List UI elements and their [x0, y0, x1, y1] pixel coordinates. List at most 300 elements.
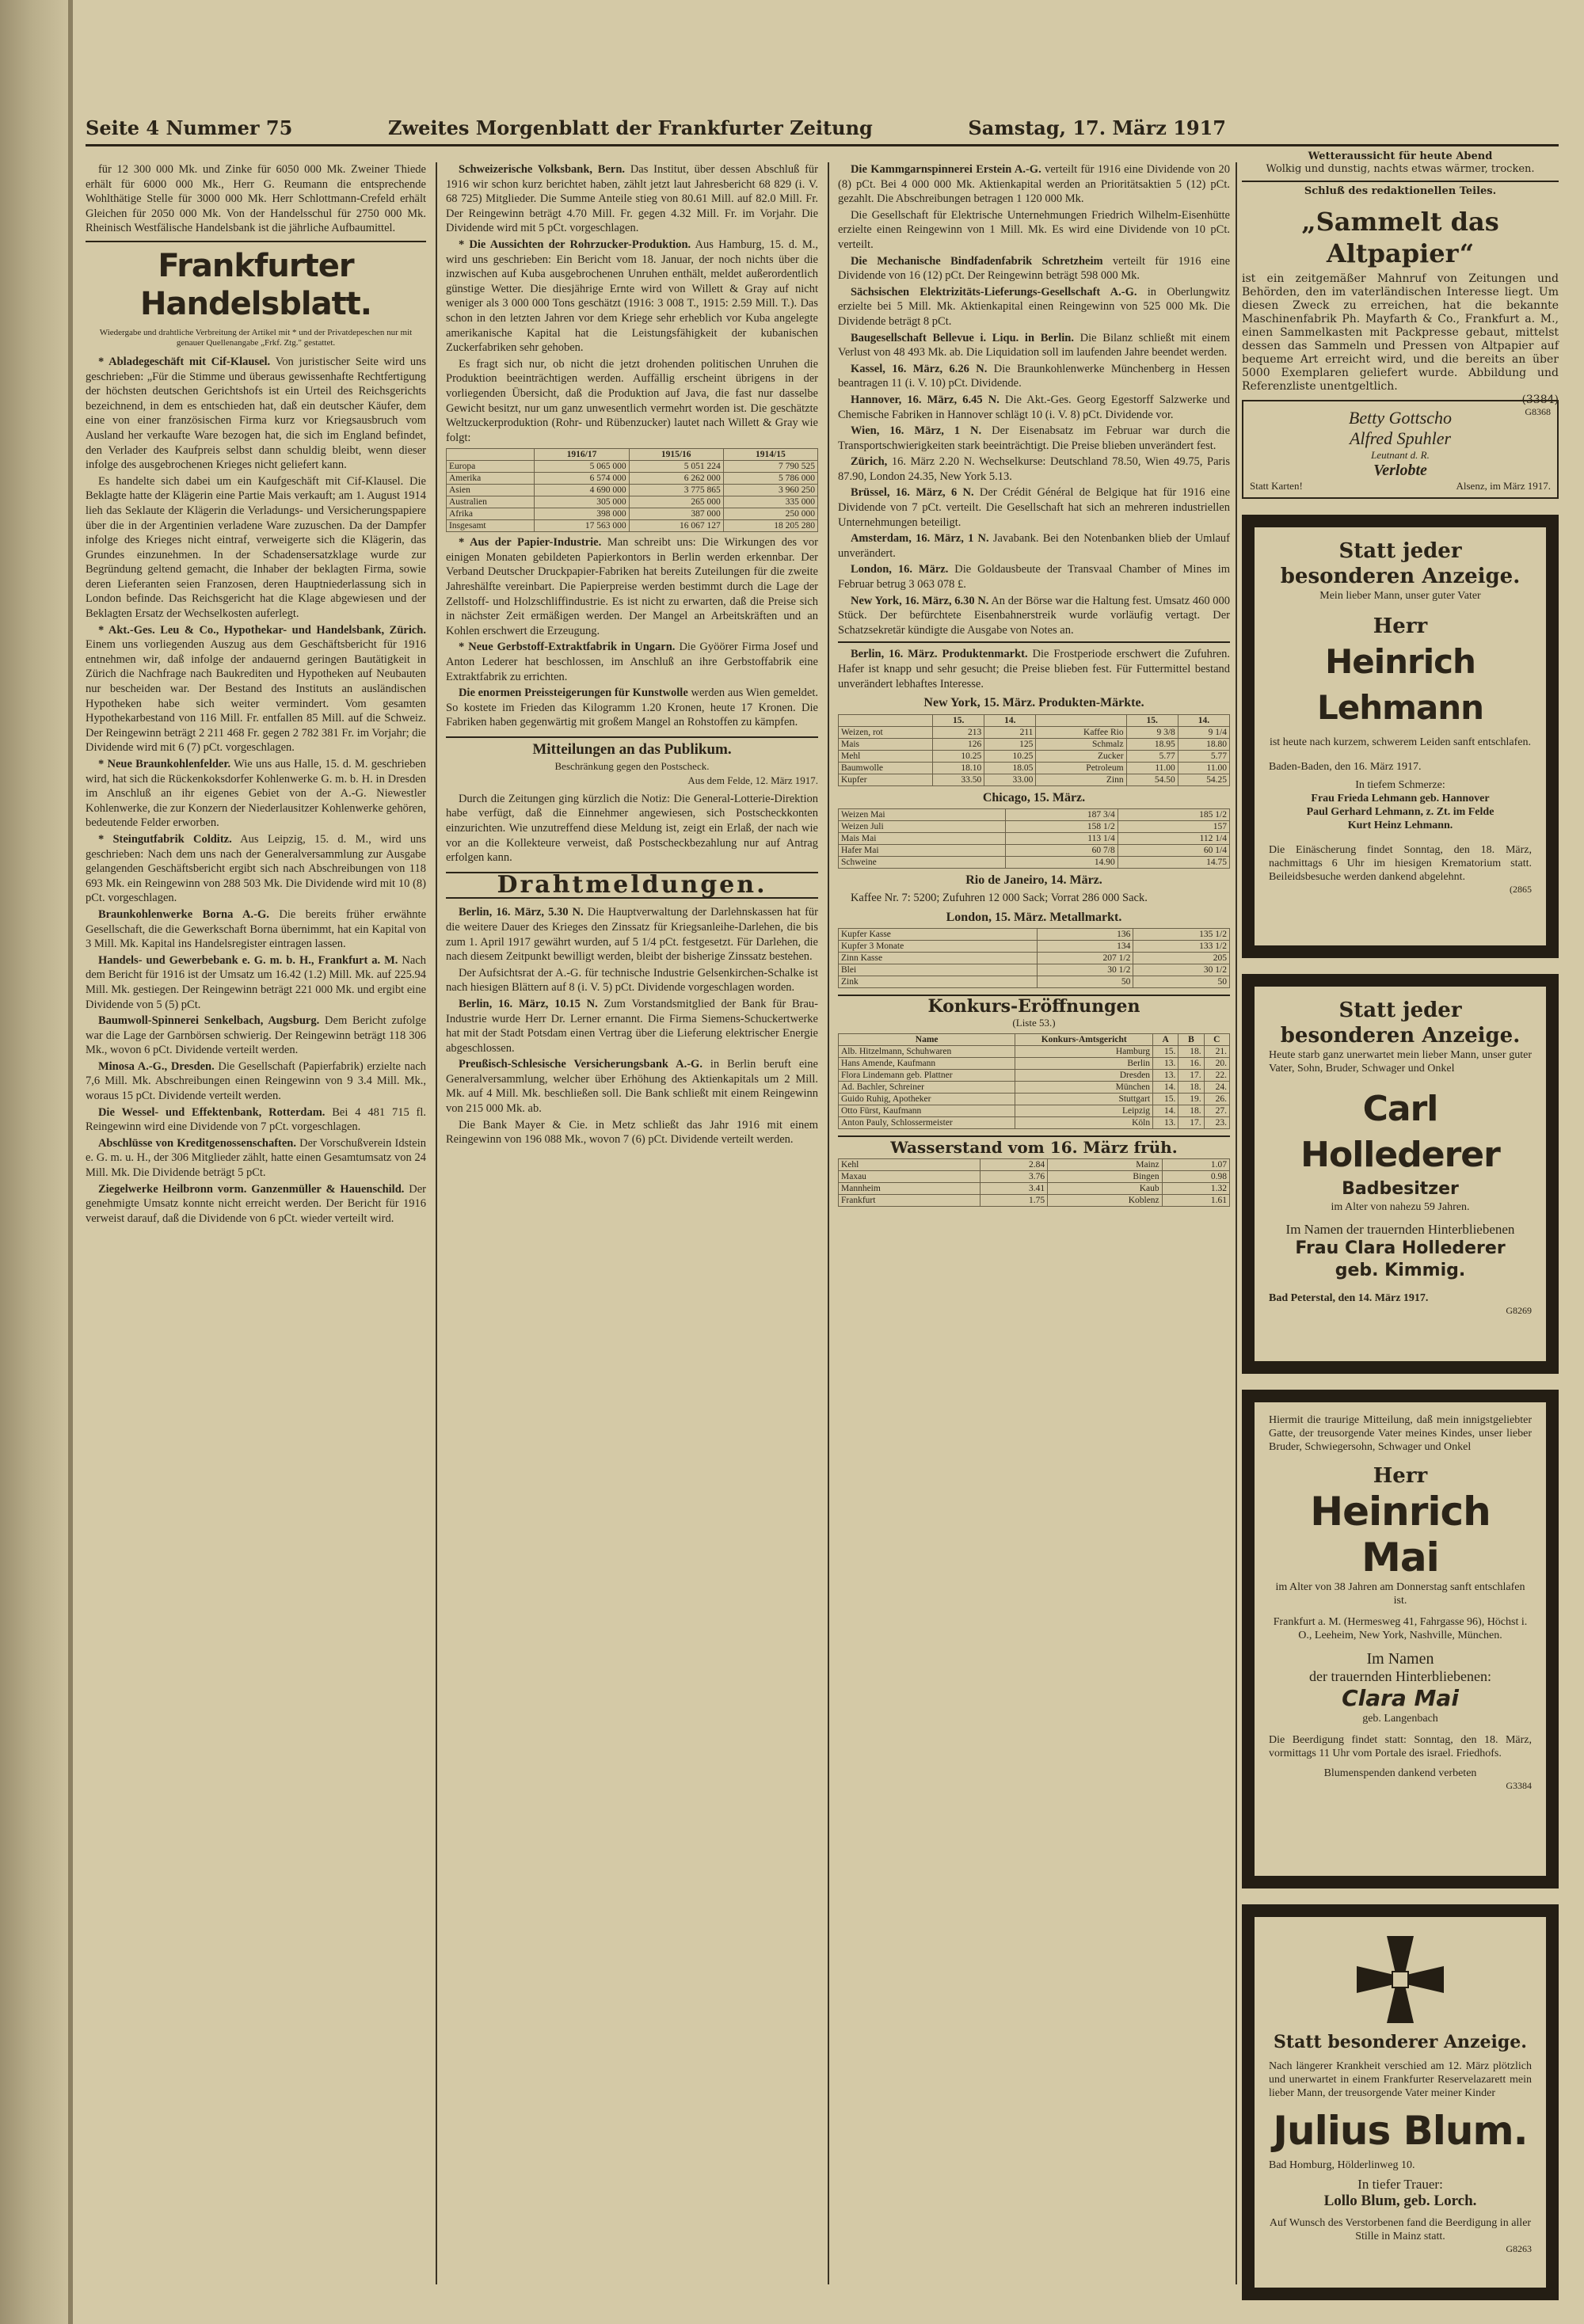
ny-market-table — [838, 714, 1230, 786]
article-text: werden aus Wien gemeldet. So kostete im Frieden das Kilogramm 1.20 Kronen, heute 17 Kronen. Die Fabriken haben gegenwärtig mit großem Mangel an Rohstoffen zu kämpfen. — [446, 687, 818, 729]
table-cell: 213 — [933, 726, 984, 738]
table-cell: 16. — [1178, 1058, 1204, 1070]
table-cell: 18. — [1178, 1082, 1204, 1094]
bankruptcy-heading: Konkurs-Eröffnungen — [838, 995, 1230, 1014]
table-cell: 19. — [1178, 1094, 1204, 1105]
table-cell: Amerika — [447, 473, 535, 485]
weather-notice — [1242, 150, 1559, 198]
table-cell: Zinn — [1036, 774, 1126, 785]
column-rule — [828, 162, 829, 2284]
article-text: 16. März 2.20 N. Wechselkurse: Deutschland 78.50, Wien 49.75, Paris 87.90, London 24.35, New York 5.13. — [838, 455, 1230, 483]
table-cell: 54.50 — [1126, 774, 1178, 785]
table-cell: Blei — [839, 964, 1038, 976]
bankruptcy-table — [838, 1033, 1230, 1129]
table-cell: 1.32 — [1162, 1182, 1229, 1194]
table-cell: Zinn Kasse — [839, 953, 1038, 964]
table-cell: Frankfurt — [839, 1194, 980, 1206]
table-cell: 24. — [1204, 1082, 1229, 1094]
table-cell: 23. — [1204, 1117, 1229, 1129]
telegram-text: Zum Vorstandsmitglied der Bank für Brau-Industrie wurde Herr Dr. Lerner ernannt. Die Firma Siemens-Schuckertwerke hat mit der Stadt Potsdam einen Vertrag über die Lieferung elektrischer Energie abgeschlossen. — [446, 997, 818, 1055]
article-text: Die Gyöörer Firma Josef und Anton Lederer hat beschlossen, im Anschluß an ihre Gerbstoffabrik eine Extraktfabrik zu errichten. — [446, 641, 818, 683]
article-title: Baumwoll-Spinnerei Senkelbach, Augsburg. — [97, 1014, 320, 1028]
article-text: Aus Hamburg, 15. d. M., wird uns geschrieben: Ein Bericht vom 18. Januar, der noch nichts über die inzwischen auf Kuba ausgebrochenen Unruhen enthält, meldet außerordentlich günstige Wetter. Die diesjährige Ernte wird von Willett & Gray auf nicht weniger als 3 000 000 Tons geschätzt (1916: 3 008 T., 1915: 2.59 Mill. T.). Das schon in den letzten Jahren vor dem Kriege sehr erheblich vor Kuba angelegte amerikanische Kapital hat die Leistungsfähigkeit der kubanischen Zuckerfabriken sehr gehoben. — [446, 238, 818, 355]
telegram-text: Die Hauptverwaltung der Darlehnskassen hat für die weitere Dauer des Krieges den Zinssatz für Kriegsanleihe-Darlehen, die bis zum 1. April 1917 gewährt wurden, auf 5 1/4 pCt. festgesetzt. Für Darlehen, die nach diesem Zeitpunkt bewilligt werden, bleibt der bisherige Zinssatz bestehen. — [446, 906, 818, 964]
table-cell: Mais — [839, 738, 933, 750]
table-cell: Zink — [839, 976, 1038, 988]
article-title: Die enormen Preissteigerungen für Kunstwolle — [458, 687, 688, 700]
table-cell: 5.77 — [1126, 750, 1178, 762]
chicago-market-table — [838, 808, 1230, 869]
weather-text: Wolkig und dunstig, nachts etwas wärmer, trocken. — [1266, 163, 1535, 175]
deceased-name: Julius Blum. — [1273, 2108, 1528, 2154]
table-row — [447, 473, 818, 485]
article-text: Die Gesellschaft (Papierfabrik) erzielte nach 7,6 Mill. Mk. Abschreibungen einen Reingewinn von 9 3.4 Mill. Mk., woraus 15 pCt. Dividende verteilt werden. — [86, 1059, 426, 1103]
obituary-place: Bad Peterstal, den 14. März 1917. — [1269, 1292, 1429, 1304]
table-cell: 17. — [1178, 1117, 1204, 1129]
table-row — [839, 821, 1230, 833]
article-title: Schweizerische Volksbank, Bern. — [458, 163, 626, 176]
table-header-cell: 1916/17 — [535, 449, 629, 461]
table-row — [839, 1094, 1230, 1105]
article-title: Die Mechanische Bindfadenfabrik Schretzheim — [850, 254, 1103, 268]
article-text: Aus Leipzig, 15. d. M., wird uns geschrieben: Nach dem uns nach der Generalversammlung zur Ausgabe gelangenden Geschäftsbericht ergibt sich nach Abschreibungen von 118 693 Mk. ein Reingewinn von 288 503 Mk. Die Dividende wird mit 10 (8) pCt. vorgeschlagen. — [86, 832, 426, 905]
notices-heading: Mitteilungen an das Publikum. — [446, 736, 818, 758]
market-text: Die Frostperiode erschwert die Zufuhren. Hafer ist knapp und sehr gesucht; die Preise blieben fest. Für Futtermittel bestand unverändert lebhaftes Interesse. — [838, 648, 1230, 690]
deceased-name: Heinrich Mai — [1310, 1489, 1491, 1580]
table-cell: 5.77 — [1178, 750, 1229, 762]
table-cell: 17. — [1178, 1070, 1204, 1082]
article-title: Wien, 16. März, 1 N. — [850, 424, 982, 438]
obituary-heading: Statt besonderer Anzeige. — [1274, 2032, 1527, 2052]
obituary-note: Auf Wunsch des Verstorbenen fand die Beerdigung in aller Stille in Mainz statt. — [1269, 2217, 1532, 2242]
table-cell: Mehl — [839, 750, 933, 762]
article-title: London, 16. März. — [850, 563, 949, 576]
table-cell: Flora Lindemann geb. Plattner — [839, 1070, 1015, 1082]
table-cell: Mannheim — [839, 1182, 980, 1194]
table-header-cell — [1036, 714, 1126, 726]
table-cell: 387 000 — [629, 508, 723, 520]
article-text: verteilt für 1916 eine Dividende von 20 (8) pCt. Bei 4 000 000 Mk. Aktienkapital werden an Prioritätsaktien 5 (12) pCt. gezahlt. Die Abschreibungen betragen 1 120 000 Mk. — [838, 163, 1230, 206]
engaged-name-1: Betty Gottscho — [1348, 408, 1453, 428]
table-cell: 265 000 — [629, 496, 723, 508]
table-row — [839, 774, 1230, 785]
table-body — [839, 809, 1230, 869]
table-cell: 18.10 — [933, 762, 984, 774]
telegram-text: Die Bank Mayer & Cie. in Metz schließt das Jahr 1916 mit einem Reingewinn von 196 088 Mk., wovon 7 (6) pCt. Dividende verteilt werden. — [446, 1118, 818, 1147]
article-text: Die Goldausbeute der Transvaal Chamber of Mines im Februar betrug 3 063 078 £. — [838, 563, 1230, 591]
table-cell: Schweine — [839, 857, 1006, 869]
article-text: Dem Bericht zufolge war die Lage der Garnbörsen schwierig. Der Reingewinn beträgt 118 306 Mk., wovon 6 pCt. Dividende verteilt werden. — [86, 1014, 426, 1057]
header-page-number: Seite 4 Nummer 75 — [86, 116, 293, 139]
intro-text: für 12 300 000 Mk. und Zinke für 6050 000 Mk. Zweiner Thiede erhält für 6000 000 Mk., Herr G. Reumann die entsprechende Wohlthätige Stelle für 3000 000 Mk. Herr Schlottmann-Crefeld erhält Gleichen für 2050 000 Mk. Von der Handelsschul für 2750 000 Mk. Rheinisch Westfälische Handelsbank ist die jährliche Aufbaumittel. — [86, 163, 426, 235]
telegram-text: in Berlin beruft eine Generalversammlung, welcher über Erhöhung des Aktienkapitals um 2 Mill. Mk. auf 4 Mill. Mk. beschließen soll. Die Bank schließt mit einem Reingewinn von 215 000 Mk. ab. — [446, 1058, 818, 1116]
article-text: Die Bilanz schließt mit einem Verlust von 48 493 Mk. ab. Die Liquidation soll im laufenden Jahre beendet werden. — [838, 331, 1230, 359]
table-header-cell: A — [1153, 1034, 1178, 1046]
table-cell: Anton Pauly, Schlossermeister — [839, 1117, 1015, 1129]
table-cell: 18 205 280 — [723, 520, 817, 532]
table-cell: Berlin — [1015, 1058, 1153, 1070]
article-text: Einem uns vorliegenden Auszug aus dem Geschäftsbericht für 1916 entnehmen wir, daß infolge der andauernd geringen Bautätigkeit in Zürich die Nachfrage nach Baukrediten und Hypotheken auf Neubauten nur bescheiden war. Der Bestand des Instituts an ausländischen Hypotheken habe sich weiter vermindert. Vom gesamten Hypothekarbestand von 116 Mill. Fr. entfallen 85 Mill. auf die Schweiz. Der Reingewinn beträgt 2 211 468 Fr. gegen 2 782 381 Fr. im Vorjahr; die Dividende wird mit 6 (7) pCt. vorgeschlagen. — [86, 638, 426, 755]
page-header — [86, 115, 1559, 146]
table-cell: 60 1/4 — [1118, 845, 1229, 857]
table-row — [447, 496, 818, 508]
table-cell: Kehl — [839, 1158, 980, 1170]
table-cell: Schmalz — [1036, 738, 1126, 750]
table-cell: 14.75 — [1118, 857, 1229, 869]
section-subheading: Wiedergabe und drahtliche Verbreitung der Artikel mit * und der Privatdepeschen nur mit genauer Quellenangabe „Frkf. Ztg." gestattet. — [99, 327, 413, 348]
bankruptcy-subheading: (Liste 53.) — [1012, 1016, 1056, 1029]
obituary-grief: In tiefem Schmerze: — [1355, 779, 1445, 791]
column-rule — [1236, 162, 1237, 2284]
notices-dateline: Aus dem Felde, 12. März 1917. — [687, 774, 818, 787]
table-row — [839, 1182, 1230, 1194]
mourner-name: Lollo Blum, geb. Lorch. — [1323, 2193, 1477, 2209]
article-title: Baugesellschaft Bellevue i. Liqu. in Berlin. — [850, 331, 1074, 344]
column-1 — [86, 162, 426, 2284]
table-cell: 207 1/2 — [1037, 953, 1133, 964]
telegram-text: Der Aufsichtsrat der A.-G. für technische Industrie Gelsenkirchen-Schalke ist nach hiesigen Blättern auf 8 (i. V. 5) pCt. Dividende vorgeschlagen worden. — [446, 966, 818, 995]
table-cell: 125 — [984, 738, 1036, 750]
article-text: in Oberlungwitz erzielte bei 5 Mill. Mk. Aktienkapital einen Reingewinn von 525 000 Mk. Die Dividende beträgt 8 pCt. — [838, 285, 1230, 328]
deceased-name: Heinrich Lehmann — [1316, 642, 1484, 727]
table-row — [839, 809, 1230, 821]
article-text: Der genehmigte Umsatz konnte nicht erreicht werden. Der Bericht für 1916 verweist darauf, daß die Dividende von 6 pCt. wieder verteilt wird. — [86, 1182, 426, 1225]
table-header-row — [447, 449, 818, 461]
table-cell: 54.25 — [1178, 774, 1229, 785]
table-cell: 6 262 000 — [629, 473, 723, 485]
market-title: Berlin, 16. März. Produktenmarkt. — [850, 648, 1028, 661]
table-cell: Maxau — [839, 1170, 980, 1182]
table-cell: 33.50 — [933, 774, 984, 785]
table-header-cell — [839, 714, 933, 726]
table-header-cell: B — [1178, 1034, 1204, 1046]
london-metal-table — [838, 928, 1230, 988]
table-cell: 18.05 — [984, 762, 1036, 774]
table-cell: 5 051 224 — [629, 461, 723, 473]
table-row — [839, 1105, 1230, 1117]
table-cell: 50 — [1037, 976, 1133, 988]
table-header-cell: 1915/16 — [629, 449, 723, 461]
engaged-word: Verlobte — [1373, 462, 1427, 479]
table-cell: 250 000 — [723, 508, 817, 520]
telegram-dateline: Berlin, 16. März, 5.30 N. — [458, 906, 584, 919]
table-cell: Petroleum — [1036, 762, 1126, 774]
obituary-place: Bad Homburg, Hölderlinweg 10. — [1269, 2159, 1415, 2171]
table-cell: 20. — [1204, 1058, 1229, 1070]
table-cell: 18. — [1178, 1105, 1204, 1117]
table-cell: 3 775 865 — [629, 485, 723, 496]
table-row — [839, 833, 1230, 845]
table-cell: Koblenz — [1048, 1194, 1163, 1206]
table-row — [839, 1117, 1230, 1129]
table-cell: 135 1/2 — [1133, 929, 1230, 941]
article-text: Der Vorschußverein Idstein e. G. m. u. H., der 306 Mitglieder zählt, hatte einen Gesamtumsatz von 24 Mill. Mk. Die Dividende beträgt 5 pCt. — [86, 1136, 426, 1180]
article-text: Von juristischer Seite wird uns geschrieben: „Für die Stimme und überaus gewissenhafte Rechtfertigung der höchsten deutschen Gerichtshofs ist ein Urteil des Reichsgerichts bezeichnend, in dem es entschieden hat, daß ein deutscher Käufer, dem eine von einer französischen Firma kurz vor Kriegsausbruch vom Ausland her verkaufte Ware bezogen hat, die sich im England befindet, den Verlader des Kaufpreis selbst dann schuldig bleibt, wenn dieser infolge des ausgebrochenen Krieges nicht geliefert kann. — [86, 355, 426, 472]
table-cell: 134 — [1037, 941, 1133, 953]
table-cell: Hafer Mai — [839, 845, 1006, 857]
table-cell: Mais Mai — [839, 833, 1006, 845]
article-text: Bei 4 481 715 fl. Reingewinn wird eine Dividende von 7 pCt. vorgeschlagen. — [86, 1105, 426, 1134]
ad-code: G3384 — [1506, 1780, 1532, 1791]
table-cell: 15. — [1153, 1046, 1178, 1058]
obituary-place: Baden-Baden, den 16. März 1917. — [1269, 761, 1422, 773]
table-row — [839, 726, 1230, 738]
table-cell: Afrika — [447, 508, 535, 520]
mourner-born: geb. Kimmig. — [1335, 1261, 1466, 1280]
table-header-cell — [447, 449, 535, 461]
table-cell: 3 960 250 — [723, 485, 817, 496]
engaged-name-2: Alfred Spuhler — [1349, 428, 1452, 448]
table-cell: 211 — [984, 726, 1036, 738]
table-cell: 205 — [1133, 953, 1230, 964]
obituary-flowers: Blumenspenden dankend verbeten — [1323, 1767, 1477, 1779]
table-cell: 17 563 000 — [535, 520, 629, 532]
table-row — [447, 508, 818, 520]
engagement-right-note: Alsenz, im März 1917. — [1456, 480, 1551, 492]
table-cell: 18.80 — [1178, 738, 1229, 750]
editorial-end-note: Schluß des redaktionellen Teiles. — [1242, 181, 1559, 198]
table-cell: 0.98 — [1162, 1170, 1229, 1182]
article-title: * Akt.-Ges. Leu & Co., Hypothekar- und Handelsbank, Zürich. — [97, 623, 426, 637]
article-title: Amsterdam, 16. März, 1 N. — [850, 532, 989, 546]
mourner-name: Frau Frieda Lehmann geb. Hannover — [1311, 793, 1490, 804]
table-cell: 1.61 — [1162, 1194, 1229, 1206]
table-cell: 13. — [1153, 1058, 1178, 1070]
table-header-cell: 14. — [1178, 714, 1229, 726]
article-text: Die Akt.-Ges. Georg Egestorff Salzwerke und Chemische Fabriken in Hannover schlägt 10 (i. V. 8) pCt. Dividende vor. — [838, 393, 1230, 421]
table-cell: Guido Ruhig, Apotheker — [839, 1094, 1015, 1105]
altpapier-text: ist ein zeitgemäßer Mahnruf von Zeitungen und Behörden, den im vaterländischen Interesse liegt. Um diesen Zweck zu erreichen, hat die bekannte Maschinenfabrik Ph. Mayfarth & Co., Frankfurt a. M., einen Sammelkasten mit Packpresse gebaut, mittelst dessen das Sammeln und Pressen von Altpapier auf bequeme Art erreicht wird, und die bereits an über 5000 Exemplaren geliefert wurde. Abbildung und Referenzliste unentgeltlich. — [1242, 272, 1559, 393]
table-cell: 18.95 — [1126, 738, 1178, 750]
obituary-grief: In tiefer Trauer: — [1357, 2177, 1443, 2192]
table-cell: 5 065 000 — [535, 461, 629, 473]
obituary-intro: Nach längerer Krankheit verschied am 12. März plötzlich und unerwartet in einem Frankfurter Reservelazarett mein lieber Mann, der treusorgende Vater meiner Kinder — [1269, 2060, 1532, 2099]
article-title: * Aus der Papier-Industrie. — [458, 536, 602, 550]
engaged-rank: Leutnant d. R. — [1371, 449, 1430, 461]
table-row — [447, 520, 818, 532]
table-row — [839, 941, 1230, 953]
table-cell: Europa — [447, 461, 535, 473]
table-row — [839, 845, 1230, 857]
table-cell: 11.00 — [1126, 762, 1178, 774]
table-cell: Hans Amende, Kaufmann — [839, 1058, 1015, 1070]
article-text: Der Eisenabsatz im Februar war durch die Transportschwierigkeiten stark beeinträchtigt. Die Preise blieben unverändert fest. — [838, 424, 1230, 452]
article-title: Kassel, 16. März, 6.26 N. — [850, 362, 988, 375]
table-cell: 14. — [1153, 1105, 1178, 1117]
market-text: Kaffee Nr. 7: 5200; Zufuhren 12 000 Sack; Vorrat 286 000 Sack. — [850, 891, 1148, 904]
weather-title: Wetteraussicht für heute Abend — [1308, 150, 1493, 162]
article-text: Die Gesellschaft für Elektrische Unternehmungen Friedrich Wilhelm-Eisenhütte erzielte einen Reingewinn von 1 Mill. Mk. Es wird eine Dividende von 10 pCt. verteilt. — [838, 208, 1230, 251]
article-text: Wie uns aus Halle, 15. d. M. geschrieben wird, hat sich die Rückenkoksdorfer Kohlenwerke G. m. b. H. in Dresden im Anschluß an ihr eigenes Gebiet von der A.-G. Niewestler Kohlenwerke, die zur Konzern der Niederlausitzer Kohlenwerke gehören, bedeutende Felder erworben. — [86, 758, 426, 830]
ad-code: G8263 — [1506, 2243, 1532, 2254]
market-heading: Chicago, 15. März. — [982, 790, 1086, 804]
obituary-hollederer — [1242, 974, 1559, 1374]
article-title: Ziegelwerke Heilbronn vorm. Ganzenmüller & Hauenschild. — [97, 1182, 405, 1196]
column-3 — [838, 162, 1230, 2284]
table-cell: 136 — [1037, 929, 1133, 941]
table-cell: 14.90 — [1006, 857, 1118, 869]
obituary-heading: Statt jeder besonderen Anzeige. — [1280, 539, 1521, 588]
obituary-mai — [1242, 1390, 1559, 1888]
mourner-name: Kurt Heinz Lehmann. — [1347, 820, 1453, 831]
table-cell: 18. — [1178, 1046, 1204, 1058]
article-title: Die Wessel- und Effektenbank, Rotterdam. — [97, 1105, 326, 1119]
table-cell: 14. — [1153, 1082, 1178, 1094]
table-row — [839, 953, 1230, 964]
table-row — [839, 738, 1230, 750]
table-row — [839, 929, 1230, 941]
table-cell: Leipzig — [1015, 1105, 1153, 1117]
article-text: An der Börse war die Haltung fest. Umsatz 460 000 Stück. Der befürchtete Eisenbahnerstreik wurde vorläufig vertagt. Der Schatzsekretär kündigte die Ausgabe von Notes an. — [838, 594, 1230, 637]
table-row — [839, 976, 1230, 988]
table-row — [839, 1070, 1230, 1082]
iron-cross-icon — [1357, 1936, 1444, 2023]
ad-code: G8368 — [1525, 406, 1551, 417]
table-row — [839, 1158, 1230, 1170]
table-body — [839, 726, 1230, 785]
altpapier-ad — [1242, 206, 1559, 407]
obituary-grief: Im Namen — [1366, 1650, 1434, 1668]
article-title: Zürich, — [850, 455, 888, 469]
table-cell: 185 1/2 — [1118, 809, 1229, 821]
table-cell: 7 790 525 — [723, 461, 817, 473]
table-cell: 158 1/2 — [1006, 821, 1118, 833]
table-cell: 60 7/8 — [1006, 845, 1118, 857]
table-header-cell: Name — [839, 1034, 1015, 1046]
article-text: Man schreibt uns: Die Wirkungen des vor einigen Monaten gebildeten Papierkontors in Berlin werden erkennbar. Der Verband Deutscher Druckpapier-Fabriken hat bereits Zuteilungen für die zweite Jahreshälfte vereinbart. Die Papierpreise werden bestimmt durch die Lage der Zellstoff- und Holzschliffindustrie. Es ist nicht zu erwarten, daß die Preise sich in nächster Zeit ermäßigen werden. Der Mangel an Arbeitskräften und an Kohlen erschwert die Erzeugung. — [446, 536, 818, 637]
table-cell: 50 — [1133, 976, 1230, 988]
market-heading: Rio de Janeiro, 14. März. — [965, 873, 1102, 888]
section-heading: Frankfurter Handelsblatt. — [140, 247, 371, 322]
table-row — [447, 485, 818, 496]
binding-spine — [0, 0, 71, 2324]
telegrams-heading: Drahtmeldungen. — [446, 872, 818, 900]
table-cell: 30 1/2 — [1133, 964, 1230, 976]
table-body — [447, 461, 818, 532]
engagement-ad — [1242, 400, 1559, 499]
obituary-intro: Heute starb ganz unerwartet mein lieber Mann, unser guter Vater, Sohn, Bruder, Schwager und Onkel — [1269, 1049, 1532, 1075]
table-cell: 15. — [1153, 1094, 1178, 1105]
obituary-note: Die Beerdigung findet statt: Sonntag, den 18. März, vormittags 11 Uhr vom Portale des israel. Friedhofs. — [1269, 1734, 1532, 1759]
obituary-grief: Im Namen der trauernden Hinterbliebenen — [1285, 1222, 1515, 1237]
table-cell: Weizen Juli — [839, 821, 1006, 833]
table-row — [839, 750, 1230, 762]
table-cell: 5 786 000 — [723, 473, 817, 485]
table-row — [839, 762, 1230, 774]
table-cell: 10.25 — [984, 750, 1036, 762]
article-text: verteilt für 1916 eine Dividende von 16 (12) pCt. Der Reingewinn beträgt 598 000 Mk. — [838, 254, 1230, 283]
table-cell: 3.76 — [980, 1170, 1047, 1182]
table-cell: Mainz — [1048, 1158, 1163, 1170]
article-text: Es handelte sich dabei um ein Kaufgeschäft mit Cif-Klausel. Die Beklagte hatte der Klägerin eine Partie Mais verkauft; am 1. August 1914 lieh das Seklaute der Klägerin die Verladungs- und Versicherungspapiere über die in der Argentinien verladene Ware zuzuschen. Da der Dampfer infolge des Krieges nicht eintraf, verweigerte sich die Klägerin, das Grundes einzunehmen. In der Schadensersatzklage wurde zur Begründung geltend gemacht, die Inhaber der beklagten Firma, sowie deren Lieferanten seien Franzosen, deren Hauptniederlassung sich in London befinde. Das Reichsgericht hat die Klage abgewiesen und der Beklagten Ersatz der Wechselkosten auferlegt. — [86, 474, 426, 621]
table-cell: Kaub — [1048, 1182, 1163, 1194]
table-row — [447, 461, 818, 473]
table-header-cell: Konkurs-Amtsgericht — [1015, 1034, 1153, 1046]
altpapier-title: „Sammelt das Altpapier“ — [1301, 207, 1499, 268]
obituary-text: ist heute nach kurzem, schwerem Leiden sanft entschlafen. — [1269, 736, 1532, 748]
article-text: Nach dem Bericht für 1916 ist der Umsatz um 16.42 (1.2) Mill. Mk. auf 225.94 Mill. Mk. gestiegen. Der Reingewinn beträgt 221 000 Mk. und ergibt eine Dividende von 5 (5) pCt. — [86, 953, 426, 1011]
obituary-intro: Hiermit die traurige Mitteilung, daß mein innigstgeliebter Gatte, der treusorgende Vater meines Kindes, unser lieber Bruder, Schwiegersohn, Schwager und Onkel — [1269, 1414, 1532, 1453]
table-row — [839, 1194, 1230, 1206]
table-cell: Australien — [447, 496, 535, 508]
header-masthead: Zweites Morgenblatt der Frankfurter Zeitung — [387, 116, 873, 139]
table-body — [839, 1158, 1230, 1206]
mourner-born: geb. Langenbach — [1362, 1713, 1438, 1725]
obituary-places: Frankfurt a. M. (Hermesweg 41, Fahrgasse 96), Höchst i. O., Leeheim, New York, Nashville, München. — [1273, 1616, 1528, 1641]
table-header-cell: 15. — [1126, 714, 1178, 726]
table-cell: Dresden — [1015, 1070, 1153, 1082]
mourner-name: Paul Gerhard Lehmann, z. Zt. im Felde — [1306, 806, 1495, 818]
deceased-age: im Alter von nahezu 59 Jahren. — [1331, 1201, 1470, 1213]
table-body — [839, 1046, 1230, 1129]
table-cell: 305 000 — [535, 496, 629, 508]
deceased-age: im Alter von 38 Jahren am Donnerstag sanft entschlafen ist. — [1275, 1581, 1525, 1607]
deceased-profession: Badbesitzer — [1342, 1179, 1459, 1199]
table-cell: 13. — [1153, 1117, 1178, 1129]
table-row — [839, 964, 1230, 976]
table-header-row — [839, 1034, 1230, 1046]
table-cell: Kupfer 3 Monate — [839, 941, 1038, 953]
mourner-name: Frau Clara Hollederer — [1295, 1238, 1506, 1258]
table-header-cell: C — [1204, 1034, 1229, 1046]
table-cell: 113 1/4 — [1006, 833, 1118, 845]
table-cell: 133 1/2 — [1133, 941, 1230, 953]
notices-subheading: Beschränkung gegen den Postscheck. — [554, 759, 710, 772]
table-cell: Kupfer — [839, 774, 933, 785]
article-text: Javabank. Bei den Notenbanken blieb der Umlauf unverändert. — [838, 532, 1230, 560]
article-title: * Neue Gerbstoff-Extraktfabrik in Ungarn. — [458, 641, 676, 654]
table-header-cell: 15. — [933, 714, 984, 726]
article-title: Minosa A.-G., Dresden. — [97, 1059, 215, 1073]
obituary-title: Herr — [1373, 1464, 1428, 1488]
table-cell: 187 3/4 — [1006, 809, 1118, 821]
article-text: Die bereits früher erwähnte Gesellschaft, die die Gewerkschaft Borna übernimmt, hat ein Kapital von 3 Mill. Mk. Kapital ins Handelsregister eintragen lassen. — [86, 907, 426, 951]
table-cell: 398 000 — [535, 508, 629, 520]
article-title: * Steingutfabrik Colditz. — [97, 832, 232, 846]
table-row — [839, 1046, 1230, 1058]
table-cell: Weizen, rot — [839, 726, 933, 738]
table-cell: 112 1/4 — [1118, 833, 1229, 845]
table-cell: Alb. Hitzelmann, Schuhwaren — [839, 1046, 1015, 1058]
article-text: Der Crédit Général de Belgique hat für 1916 eine Dividende von 7 pCt. verteilt. Die Gesellschaft hat sich an mehreren industriellen Unternehmungen beteiligt. — [838, 486, 1230, 529]
table-cell: Baumwolle — [839, 762, 933, 774]
table-cell: 11.00 — [1178, 762, 1229, 774]
ad-code: (3384) — [1521, 394, 1559, 406]
table-cell: 126 — [933, 738, 984, 750]
mourner-name: Clara Mai — [1342, 1685, 1459, 1711]
newspaper-sheet — [86, 103, 1559, 2312]
obituary-title: Herr — [1373, 614, 1428, 638]
table-cell: Otto Fürst, Kaufmann — [839, 1105, 1015, 1117]
table-cell: 30 1/2 — [1037, 964, 1133, 976]
table-cell: 9 1/4 — [1178, 726, 1229, 738]
article-title: Die Kammgarnspinnerei Erstein A.-G. — [850, 163, 1041, 176]
table-cell: 10.25 — [933, 750, 984, 762]
advertisement-column — [1242, 150, 1559, 2288]
ad-code: (2865 — [1510, 884, 1532, 895]
market-heading: London, 15. März. Metallmarkt. — [946, 910, 1122, 924]
table-cell: Hamburg — [1015, 1046, 1153, 1058]
table-cell: 3.41 — [980, 1182, 1047, 1194]
table-header-row — [839, 714, 1230, 726]
table-cell: Zucker — [1036, 750, 1126, 762]
table-cell: 21. — [1204, 1046, 1229, 1058]
header-date: Samstag, 17. März 1917 — [968, 116, 1226, 139]
telegram-dateline: Berlin, 16. März, 10.15 N. — [458, 997, 598, 1010]
table-cell: 1.75 — [980, 1194, 1047, 1206]
table-header-cell: 14. — [984, 714, 1036, 726]
table-cell: 26. — [1204, 1094, 1229, 1105]
